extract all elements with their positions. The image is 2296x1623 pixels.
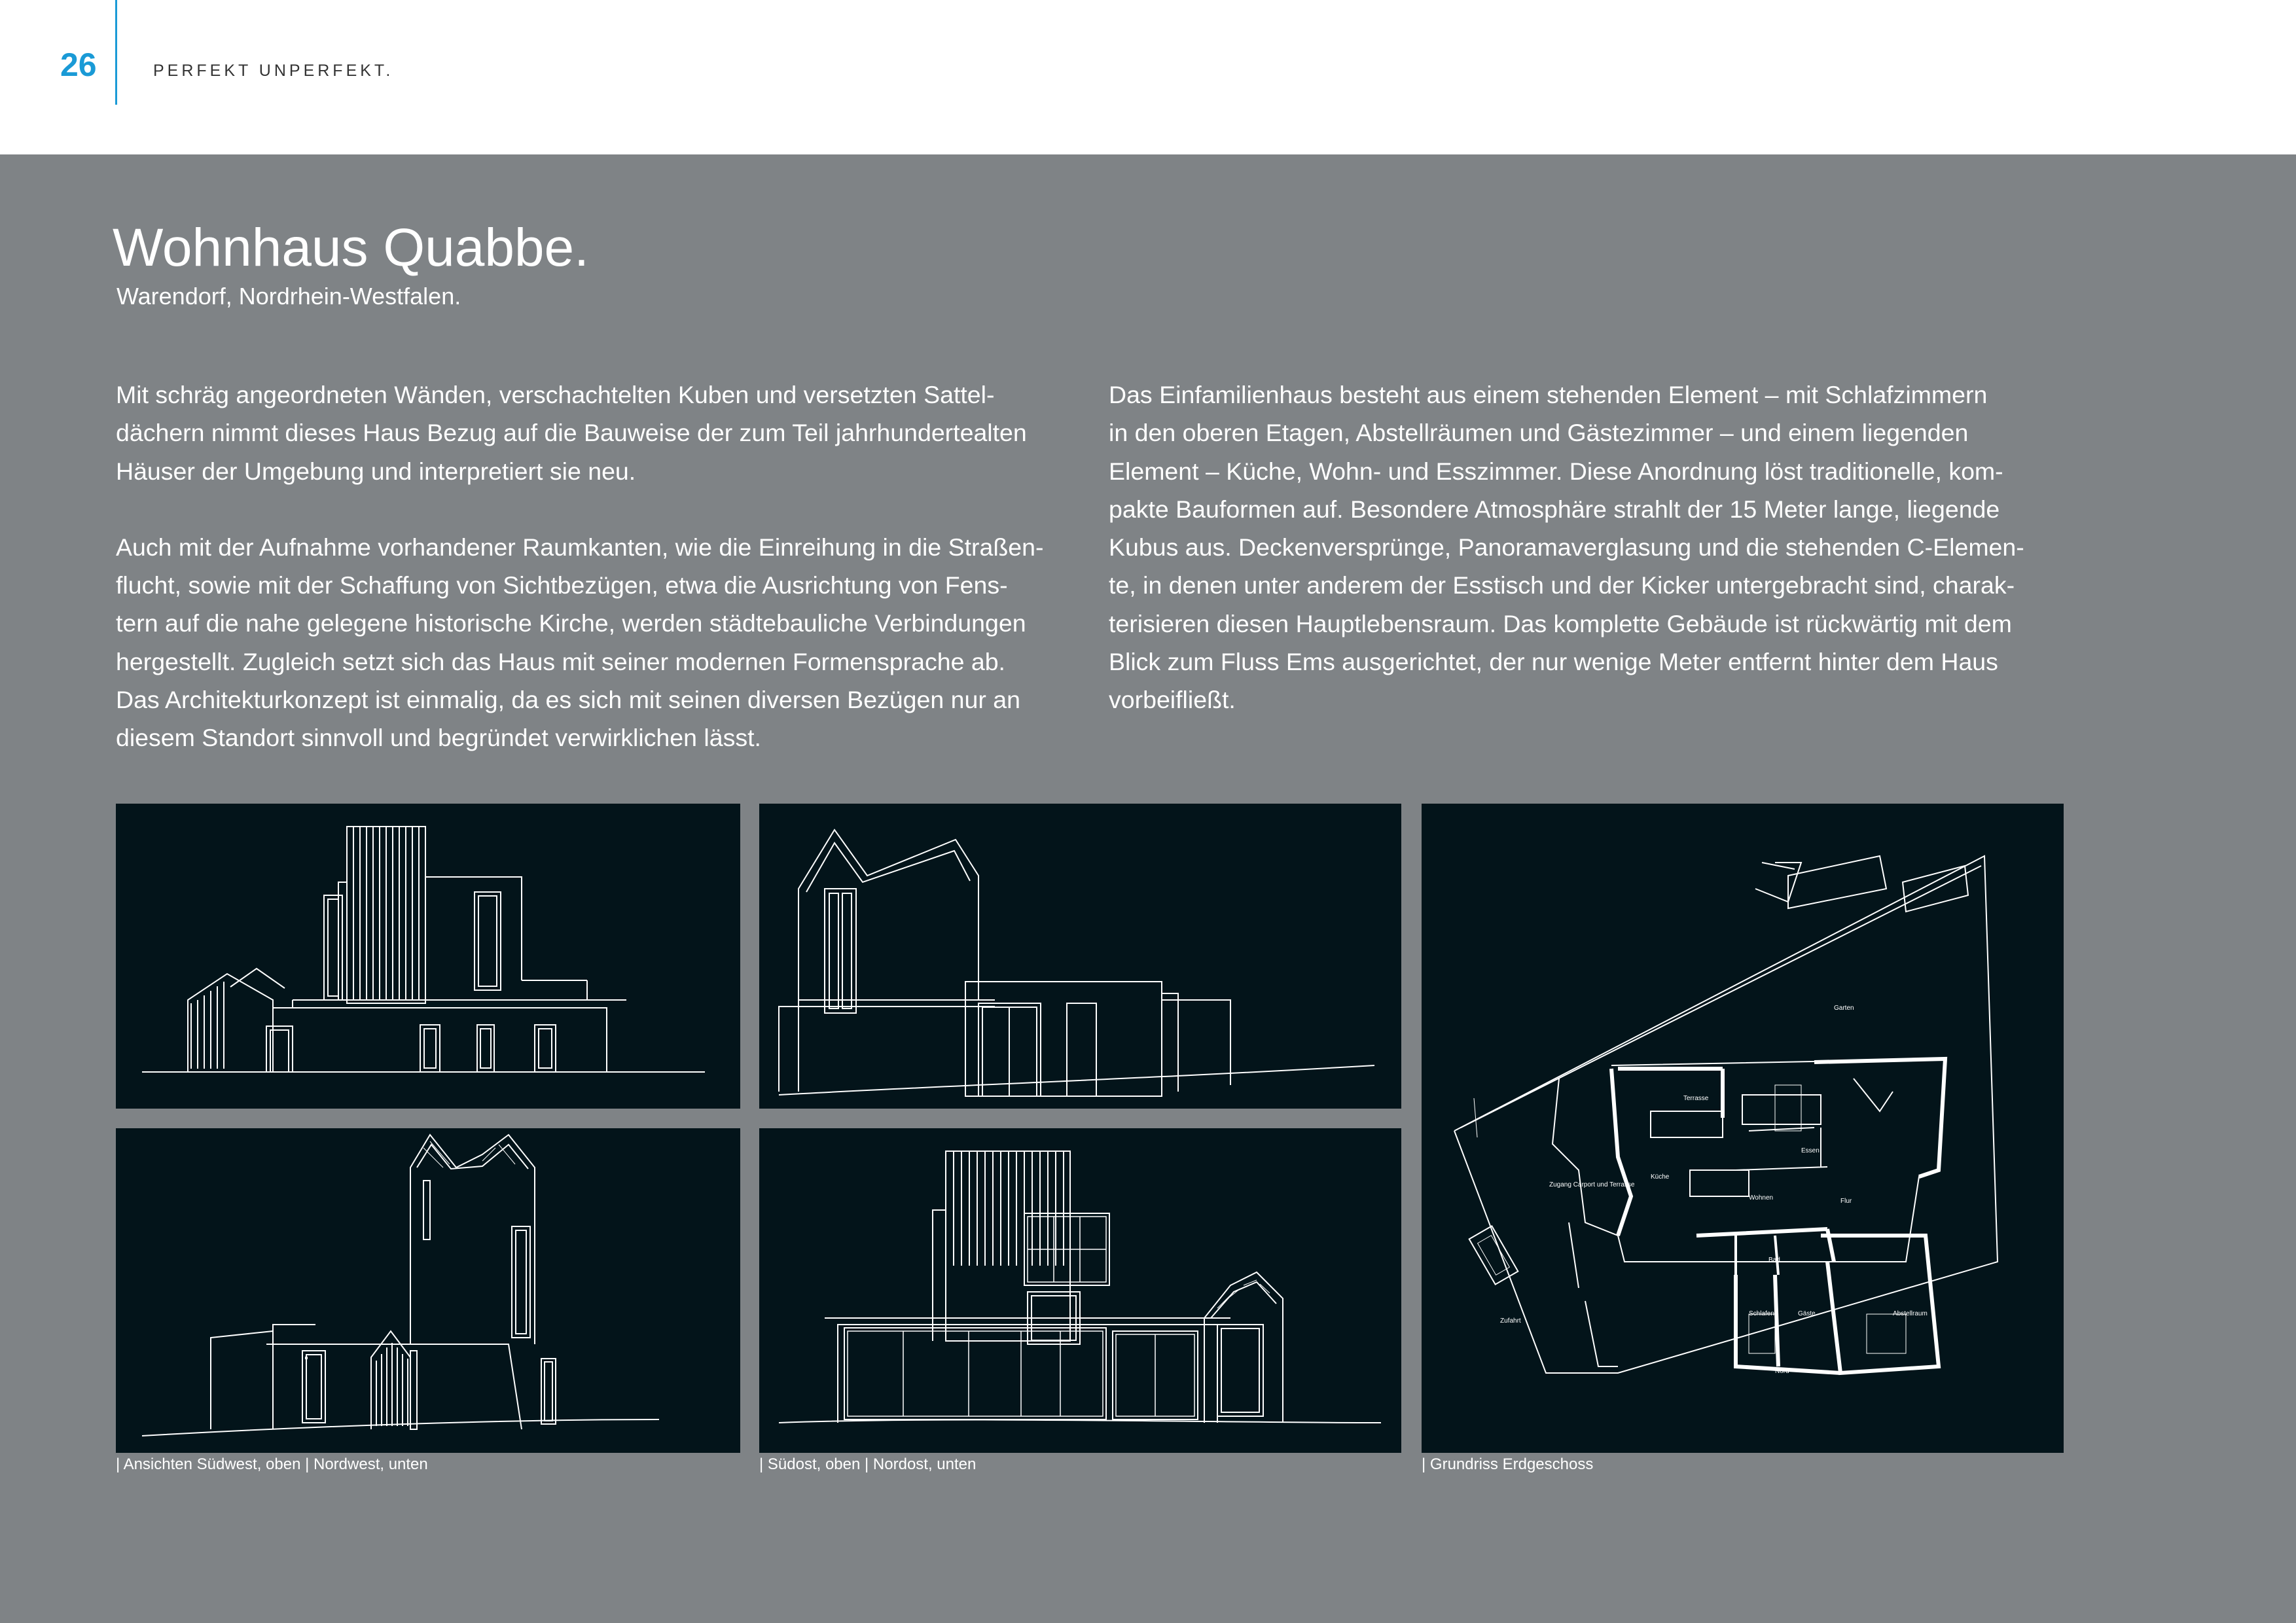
page-number: 26 [60,46,97,83]
running-title: PERFEKT UNPERFEKT. [153,62,394,80]
label-sleep: Schlafen [1749,1310,1774,1317]
label-guest: Gäste [1798,1310,1816,1317]
label-bath: Bad [1768,1257,1780,1264]
text-column-right [1109,376,2090,757]
label-terrace: Terrasse [1683,1095,1709,1102]
elevation-southeast-drawing [759,804,1401,1109]
label-living: Wohnen [1749,1194,1774,1202]
label-parking: Zufahrt [1500,1317,1521,1325]
figure-caption-left: | Ansichten Südwest, oben | Nordwest, unten [116,1455,428,1473]
figure-caption-right: | Grundriss Erdgeschoss [1422,1455,1594,1473]
elevation-northeast-drawing [759,1128,1401,1453]
label-garden: Garten [1834,1005,1854,1012]
elevation-southwest-drawing [116,804,740,1109]
paragraph: Auch mit der Aufnahme vorhandener Raumkanten, wie die Einreihung in die Straßen- flucht, sowie mit der Schaffung von Sichtbezügen, etwa die Ausrichtung von Fens- tern auf die nahe gelegene historische Kirche, werden städtebauliche Verbindungen hergestellt. Zugleich setzt sich das Haus mit seiner modernen Formensprache ab. Das Architekturkonzept ist einmalig, da es sich mit seinen diversen Bezügen nur an diesem Standort sinnvoll und begründet verwirklichen lässt. [116,533,1044,752]
label-dining: Essen [1801,1147,1820,1154]
label-storage: Abstellraum [1893,1310,1928,1317]
label-kitchen: Küche [1651,1173,1670,1181]
figure-caption-middle: | Südost, oben | Nordost, unten [759,1455,977,1473]
floor-plan-drawing [1422,804,2064,1453]
header-divider [115,0,117,105]
elevation-northwest-drawing [116,1128,740,1453]
label-hall: Flur [1840,1198,1852,1205]
label-entrance: Zugang Carport und Terrasse [1549,1181,1635,1188]
article-title: Wohnhaus Quabbe. [113,218,589,277]
text-column-left [116,376,1085,795]
label-north: Nord [1775,1368,1789,1375]
article-subtitle: Warendorf, Nordrhein-Westfalen. [117,283,461,310]
page-header [0,0,2296,154]
paragraph: Mit schräg angeordneten Wänden, verschachtelten Kuben und versetzten Sattel- dächern nimmt dieses Haus Bezug auf die Bauweise der zum Teil jahrhundertealten Häuser der Umgebung und interpretiert sie neu. [116,381,1027,485]
paragraph: Das Einfamilienhaus besteht aus einem stehenden Element – mit Schlafzimmern in den oberen Etagen, Abstellräumen und Gästezimmer – und einem liegenden Element – Küche, Wohn- und Esszimmer. Diese Anordnung löst traditionelle, kom- pakte Bauformen auf. Besondere Atmosphäre strahlt der 15 Meter lange, liegende Kubus aus. Deckenversprünge, Panoramaverglasung und die stehenden C-Elemen- te, in denen unter anderem der Esstisch und der Kicker untergebracht sind, charak- terisieren diesen Hauptlebensraum. Das komplette Gebäude ist rückwärtig mit dem Blick zum Fluss Ems ausgerichtet, der nur wenige Meter entfernt hinter dem Haus vorbeifließt. [1109,381,2024,714]
